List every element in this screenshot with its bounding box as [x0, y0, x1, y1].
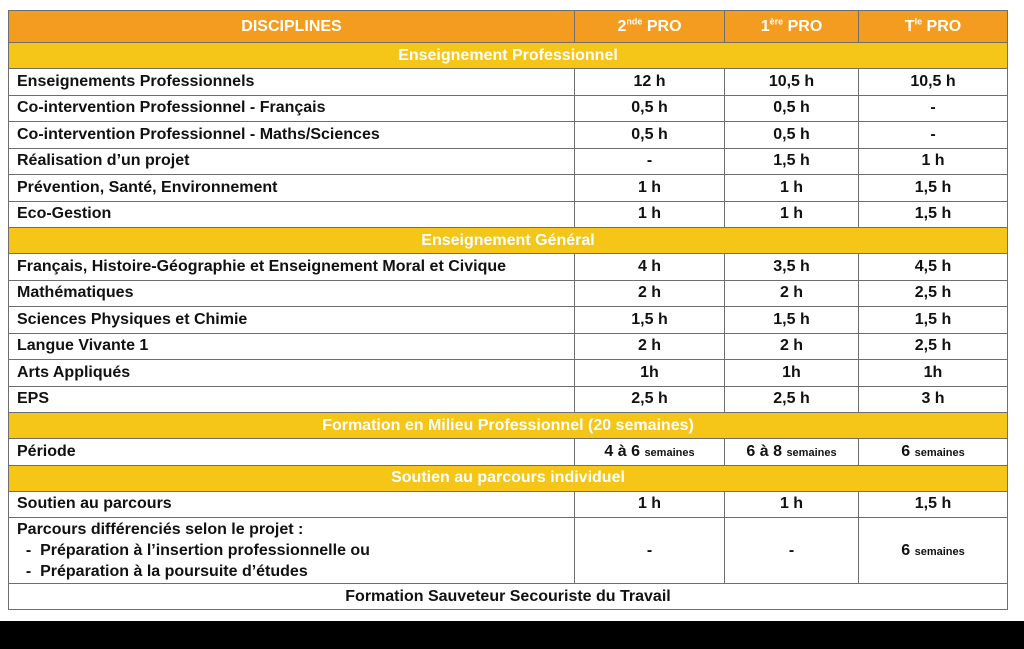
cell-seconde: 0,5 h [575, 122, 725, 149]
row-label: Mathématiques [9, 280, 575, 307]
cell-premiere: 10,5 h [725, 69, 859, 96]
table-row [9, 518, 1008, 584]
row-label: Langue Vivante 1 [9, 333, 575, 360]
cell-seconde: 12 h [575, 69, 725, 96]
row-label: Arts Appliqués [9, 360, 575, 387]
cell-terminale: 4,5 h [859, 254, 1008, 281]
table-row [9, 280, 1008, 307]
cell-terminale: - [859, 95, 1008, 122]
cell-seconde: - [575, 148, 725, 175]
row-label: Période [9, 439, 575, 466]
table-row [9, 491, 1008, 518]
header-row [9, 11, 1008, 43]
cell-seconde: 1 h [575, 201, 725, 228]
cell-premiere: 1h [725, 360, 859, 387]
cell-premiere: 6 à 8 semaines [725, 439, 859, 466]
cell-seconde: 1,5 h [575, 307, 725, 334]
header-disciplines: DISCIPLINES [9, 11, 575, 43]
cell-seconde: 2 h [575, 333, 725, 360]
table-row [9, 122, 1008, 149]
cell-premiere: 1,5 h [725, 148, 859, 175]
cell-seconde: 2,5 h [575, 386, 725, 413]
row-label: Prévention, Santé, Environnement [9, 175, 575, 202]
cell-seconde: 2 h [575, 280, 725, 307]
table-row [9, 95, 1008, 122]
cell-terminale: - [859, 122, 1008, 149]
cell-premiere: 0,5 h [725, 95, 859, 122]
row-label: Soutien au parcours [9, 491, 575, 518]
cell-seconde: 4 à 6 semaines [575, 439, 725, 466]
cell-premiere: 1 h [725, 201, 859, 228]
cell-terminale: 3 h [859, 386, 1008, 413]
cell-seconde: - [575, 518, 725, 584]
cell-terminale: 1,5 h [859, 491, 1008, 518]
cell-premiere: 3,5 h [725, 254, 859, 281]
cell-terminale: 1 h [859, 148, 1008, 175]
table-row [9, 148, 1008, 175]
parcours-item: - Préparation à la poursuite d’études [17, 563, 308, 580]
row-label: Sciences Physiques et Chimie [9, 307, 575, 334]
header-terminale: $T^{le}$ PRO [859, 11, 1008, 43]
row-label: Enseignements Professionnels [9, 69, 575, 96]
table-row [9, 201, 1008, 228]
cell-terminale: 2,5 h [859, 333, 1008, 360]
cell-premiere: 2 h [725, 333, 859, 360]
table-row [9, 254, 1008, 281]
cell-seconde: 1 h [575, 175, 725, 202]
table-row [9, 333, 1008, 360]
row-label: Co-intervention Professionnel - Français [9, 95, 575, 122]
cell-terminale: 10,5 h [859, 69, 1008, 96]
cell-terminale: 1,5 h [859, 201, 1008, 228]
cell-terminale: 1h [859, 360, 1008, 387]
row-label: Français, Histoire-Géographie et Enseignement Moral et Civique [9, 254, 575, 281]
cell-terminale: 6 semaines [859, 518, 1008, 584]
section-formation-milieu-pro: Formation en Milieu Professionnel (20 semaines) [9, 413, 1008, 439]
cell-seconde: 1 h [575, 491, 725, 518]
row-label: Réalisation d’un projet [9, 148, 575, 175]
header-premiere: 1ère PRO [725, 11, 859, 43]
cell-premiere: 1 h [725, 175, 859, 202]
table-row [9, 360, 1008, 387]
cell-terminale: 1,5 h [859, 307, 1008, 334]
timetable [8, 10, 1008, 610]
table-row [9, 386, 1008, 413]
section-enseignement-professionnel: Enseignement Professionnel [9, 43, 1008, 69]
parcours-title: Parcours différenciés selon le projet : [17, 521, 304, 538]
row-label: Eco-Gestion [9, 201, 575, 228]
cell-seconde: 4 h [575, 254, 725, 281]
row-label: Co-intervention Professionnel - Maths/Sciences [9, 122, 575, 149]
cell-terminale: 1,5 h [859, 175, 1008, 202]
table-row [9, 69, 1008, 96]
cell-terminale: 6 semaines [859, 439, 1008, 466]
cell-premiere: - [725, 518, 859, 584]
cell-terminale: 2,5 h [859, 280, 1008, 307]
cell-premiere: 2,5 h [725, 386, 859, 413]
section-enseignement-general: Enseignement Général [9, 228, 1008, 254]
table-row [9, 175, 1008, 202]
header-seconde: 2nde PRO [575, 11, 725, 43]
table-row [9, 307, 1008, 334]
cell-seconde: 0,5 h [575, 95, 725, 122]
row-label: EPS [9, 386, 575, 413]
bottom-black-bar [0, 621, 1024, 649]
parcours-item: - Préparation à l’insertion professionnelle ou [17, 542, 370, 559]
cell-premiere: 1 h [725, 491, 859, 518]
section-soutien-parcours: Soutien au parcours individuel [9, 465, 1008, 491]
row-label-parcours [9, 518, 575, 584]
footer-formation-sst: Formation Sauveteur Secouriste du Travail [9, 584, 1008, 610]
cell-premiere: 2 h [725, 280, 859, 307]
cell-premiere: 1,5 h [725, 307, 859, 334]
cell-premiere: 0,5 h [725, 122, 859, 149]
cell-seconde: 1h [575, 360, 725, 387]
table-row [9, 439, 1008, 466]
